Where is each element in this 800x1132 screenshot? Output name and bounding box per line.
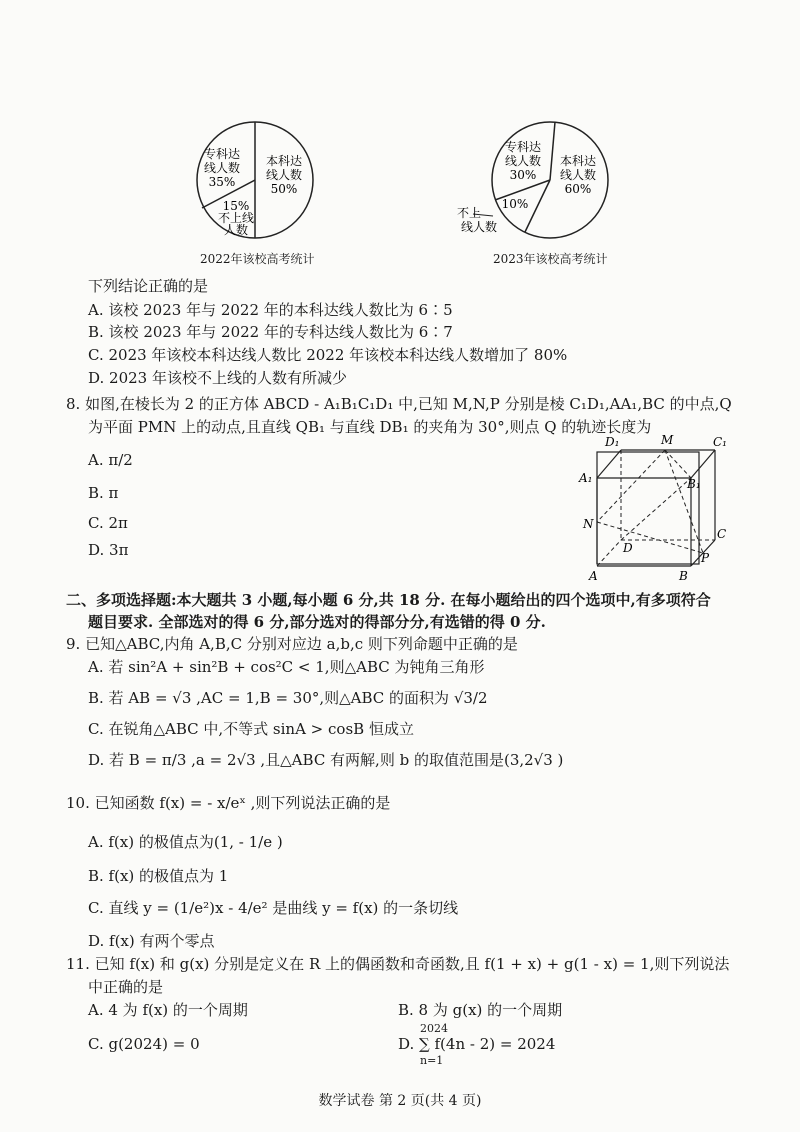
cube-label-c: C	[717, 527, 727, 541]
pie2022-slice-2-l1: 专科达	[203, 147, 241, 161]
q8-stem-line1: 8. 如图,在棱长为 2 的正方体 ABCD - A₁B₁C₁D₁ 中,已知 M,N,P 分别是棱 C₁D₁,AA₁,BC 的中点,Q	[66, 395, 732, 413]
q10-option-c: C. 直线 y = (1/e²)x - 4/e² 是曲线 y = f(x) 的一条切线	[88, 899, 459, 917]
cube-label-d: D	[623, 541, 633, 555]
pie2022-slice-3-l2: 人数	[223, 223, 249, 237]
q8-option-b: B. π	[88, 484, 119, 502]
cube-label-m: M	[661, 433, 674, 447]
pie2022-slice-3-l1: 不上线	[217, 211, 255, 225]
q9-stem: 9. 已知△ABC,内角 A,B,C 分别对应边 a,b,c 则下列命题中正确的是	[66, 635, 518, 653]
q11-option-b: B. 8 为 g(x) 的一个周期	[398, 1001, 563, 1019]
cube-label-a1: A₁	[579, 471, 593, 485]
pie2022-slice-1-l2: 线人数	[265, 168, 303, 182]
q11-option-a: A. 4 为 f(x) 的一个周期	[88, 1001, 248, 1019]
pie2022-slice-2-l2: 线人数	[203, 161, 241, 175]
q10-option-b: B. f(x) 的极值点为 1	[88, 867, 229, 885]
q11-option-d: D. ∑ f(4n - 2) = 2024	[398, 1035, 556, 1053]
q11-option-c: C. g(2024) = 0	[88, 1035, 200, 1053]
pie2022-caption: 2022年该校高考统计	[200, 252, 315, 266]
pie2023-slice-2-l2: 线人数	[504, 154, 542, 168]
q10-option-a: A. f(x) 的极值点为(1, - 1/e )	[88, 833, 283, 851]
pie2023-slice-1-l2: 线人数	[559, 168, 597, 182]
cube-label-b: B	[679, 569, 688, 583]
pie2023-caption: 2023年该校高考统计	[493, 252, 608, 266]
q9-option-b: B. 若 AB = √3 ,AC = 1,B = 30°,则△ABC 的面积为 √3/2	[88, 689, 488, 707]
pie2023-slice-2-pct: 30%	[509, 168, 537, 182]
cube-label-b1: B₁	[687, 477, 701, 491]
cube-label-n: N	[583, 517, 594, 531]
q9-option-a: A. 若 sin²A + sin²B + cos²C < 1,则△ABC 为钝角三角形	[88, 658, 485, 676]
q10-stem: 10. 已知函数 f(x) = - x/eˣ ,则下列说法正确的是	[66, 794, 391, 812]
cube-label-d1: D₁	[605, 435, 620, 449]
pie2022-slice-1-pct: 50%	[270, 182, 298, 196]
cube-label-p: P	[701, 551, 710, 565]
pie2023-slice-3-l2: 线人数	[460, 220, 498, 234]
pie2023-slice-1-pct: 60%	[564, 182, 592, 196]
pie2023-slice-3-pct: 10%	[501, 197, 529, 211]
pie2022-slice-3-pct: 15%	[222, 199, 250, 213]
pie2022-slice-2-pct: 35%	[208, 175, 236, 189]
q9-option-c: C. 在锐角△ABC 中,不等式 sinA > cosB 恒成立	[88, 720, 414, 738]
q10-option-d: D. f(x) 有两个零点	[88, 932, 215, 950]
q7-stem: 下列结论正确的是	[88, 277, 209, 295]
q8-option-d: D. 3π	[88, 541, 129, 559]
q7-option-b: B. 该校 2023 年与 2022 年的专科达线人数比为 6∶7	[88, 323, 453, 341]
q8-option-c: C. 2π	[88, 514, 128, 532]
q7-option-c: C. 2023 年该校本科达线人数比 2022 年该校本科达线人数增加了 80%	[88, 346, 568, 364]
q9-option-d: D. 若 B = π/3 ,a = 2√3 ,且△ABC 有两解,则 b 的取值范围是(3,2√3 )	[88, 751, 564, 769]
q11-stem-line2: 中正确的是	[88, 978, 164, 996]
pie-chart-2023	[455, 120, 625, 250]
q7-option-a: A. 该校 2023 年与 2022 年的本科达线人数比为 6∶5	[88, 301, 453, 319]
section2-header-line2: 题目要求. 全部选对的得 6 分,部分选对的得部分分,有选错的得 0 分.	[88, 613, 546, 631]
cube-label-c1: C₁	[713, 435, 727, 449]
section2-header-line1: 二、多项选择题:本大题共 3 小题,每小题 6 分,共 18 分. 在每小题给出的四个选项中,有多项符合	[66, 591, 711, 609]
cube-diagram	[575, 430, 735, 585]
pie2023-slice-3-l1: 不上	[456, 206, 482, 220]
page-footer: 数学试卷 第 2 页(共 4 页)	[318, 1093, 482, 1109]
cube-label-a: A	[589, 569, 598, 583]
q11-stem-line1: 11. 已知 f(x) 和 g(x) 分别是定义在 R 上的偶函数和奇函数,且 f(1 + x) + g(1 - x) = 1,则下列说法	[66, 955, 730, 973]
pie-chart-2022	[190, 120, 330, 250]
q8-stem-line2: 为平面 PMN 上的动点,且直线 QB₁ 与直线 DB₁ 的夹角为 30°,则点 Q 的轨迹长度为	[88, 418, 652, 436]
q11-sum-lower-limit: n=1	[420, 1054, 444, 1067]
q11-sum-upper-limit: 2024	[420, 1022, 448, 1035]
q7-option-d: D. 2023 年该校不上线的人数有所减少	[88, 369, 347, 387]
pie2023-slice-2-l1: 专科达	[504, 140, 542, 154]
q8-option-a: A. π/2	[88, 451, 133, 469]
pie2023-slice-1-l1: 本科达	[559, 154, 597, 168]
pie2022-slice-1-l1: 本科达	[265, 154, 303, 168]
